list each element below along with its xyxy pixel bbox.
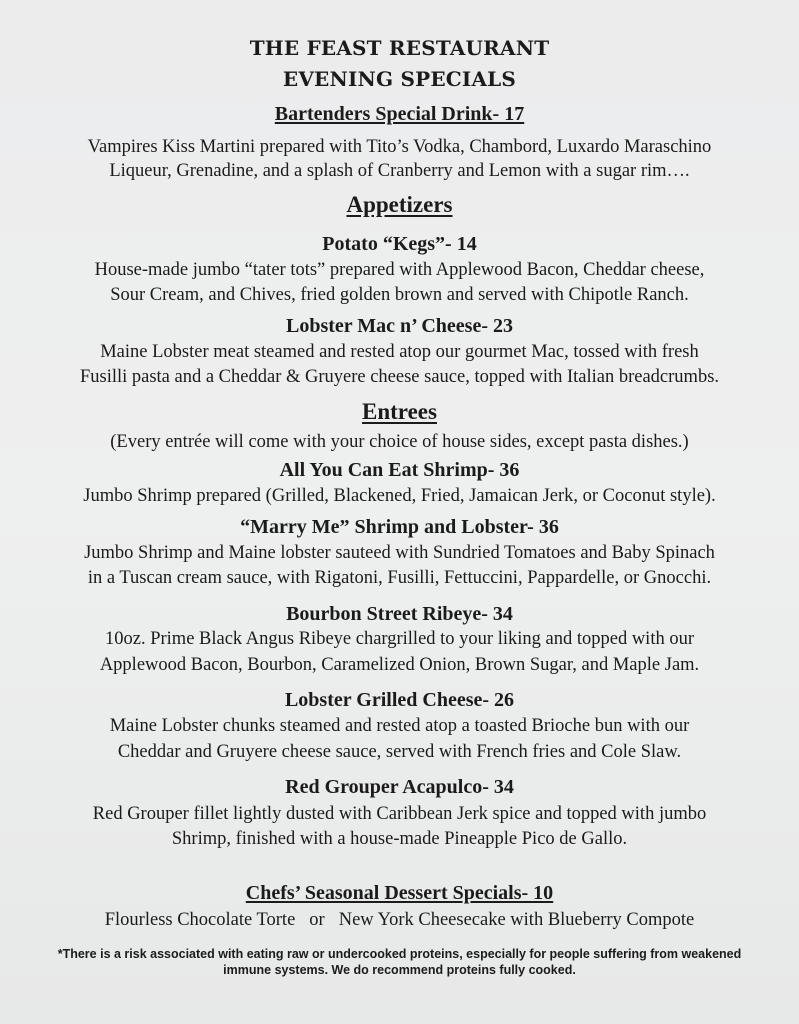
entrees-heading: Entrees (362, 399, 437, 424)
entree-title-grouper: Red Grouper Acapulco- 34 (285, 776, 514, 798)
appetizer-title-lobster-mac: Lobster Mac n’ Cheese- 23 (286, 315, 513, 337)
entree-description-line-2: Shrimp, finished with a house-made Pineapple Pico de Gallo. (171, 829, 628, 849)
entrees-note: (Every entrée will come with your choice of house sides, except pasta dishes.) (110, 432, 689, 452)
entree-description-line-2: in a Tuscan cream sauce, with Rigatoni, Fusilli, Fettuccini, Pappardelle, or Gnocchi. (87, 568, 712, 588)
entree-title-ribeye: Bourbon Street Ribeye- 34 (286, 603, 513, 625)
entree-title-grilled-cheese: Lobster Grilled Cheese- 26 (284, 689, 515, 711)
appetizer-title-potato-kegs: Potato “Kegs”- 14 (322, 233, 477, 255)
entree-description-line-1: Red Grouper fillet lightly dusted with Caribbean Jerk spice and topped with jumbo (92, 804, 707, 824)
dessert-options (0, 910, 799, 931)
appetizer-description-line-1: House-made jumbo “tater tots” prepared with Applewood Bacon, Cheddar cheese, (94, 260, 705, 280)
restaurant-name: THE FEAST RESTAURANT (249, 36, 550, 60)
appetizer-description-line-2: Fusilli pasta and a Cheddar & Gruyere cheese sauce, topped with Italian breadcrumbs. (79, 367, 720, 387)
entree-description-line-1: Jumbo Shrimp prepared (Grilled, Blackened, Fried, Jamaican Jerk, or Coconut style). (83, 486, 716, 506)
disclaimer-line-1: *There is a risk associated with eating raw or undercooked proteins, especially for people suffering from weakened (57, 947, 742, 961)
entree-title-marry-me: “Marry Me” Shrimp and Lobster- 36 (240, 516, 559, 538)
entree-description-line-2: Applewood Bacon, Bourbon, Caramelized Onion, Brown Sugar, and Maple Jam. (99, 655, 700, 675)
dessert-separator: or (309, 910, 325, 930)
menu-subtitle: EVENING SPECIALS (282, 67, 517, 91)
dessert-option-cheesecake: New York Cheesecake with Blueberry Compote (338, 910, 695, 930)
drink-title: Bartenders Special Drink- 17 (274, 103, 525, 125)
entree-description-line-2: Cheddar and Gruyere cheese sauce, served with French fries and Cole Slaw. (117, 742, 682, 762)
dessert-title: Chefs’ Seasonal Dessert Specials- 10 (245, 882, 554, 904)
entree-description-line-1: 10oz. Prime Black Angus Ribeye chargrilled to your liking and topped with our (105, 629, 694, 649)
entree-title-shrimp: All You Can Eat Shrimp- 36 (279, 459, 520, 481)
disclaimer-line-2: immune systems. We do recommend proteins fully cooked. (223, 963, 576, 977)
drink-description-line-2: Liqueur, Grenadine, and a splash of Cranberry and Lemon with a sugar rim…. (109, 161, 690, 181)
appetizer-description-line-1: Maine Lobster meat steamed and rested atop our gourmet Mac, tossed with fresh (100, 342, 699, 362)
drink-description-line-1: Vampires Kiss Martini prepared with Tito’s Vodka, Chambord, Luxardo Maraschino (87, 137, 712, 157)
entree-description-line-1: Jumbo Shrimp and Maine lobster sauteed with Sundried Tomatoes and Baby Spinach (84, 543, 715, 563)
dessert-option-torte: Flourless Chocolate Torte (104, 910, 296, 930)
appetizer-description-line-2: Sour Cream, and Chives, fried golden brown and served with Chipotle Ranch. (110, 285, 689, 305)
entree-description-line-1: Maine Lobster chunks steamed and rested atop a toasted Brioche bun with our (109, 716, 690, 736)
appetizers-heading: Appetizers (346, 192, 453, 217)
